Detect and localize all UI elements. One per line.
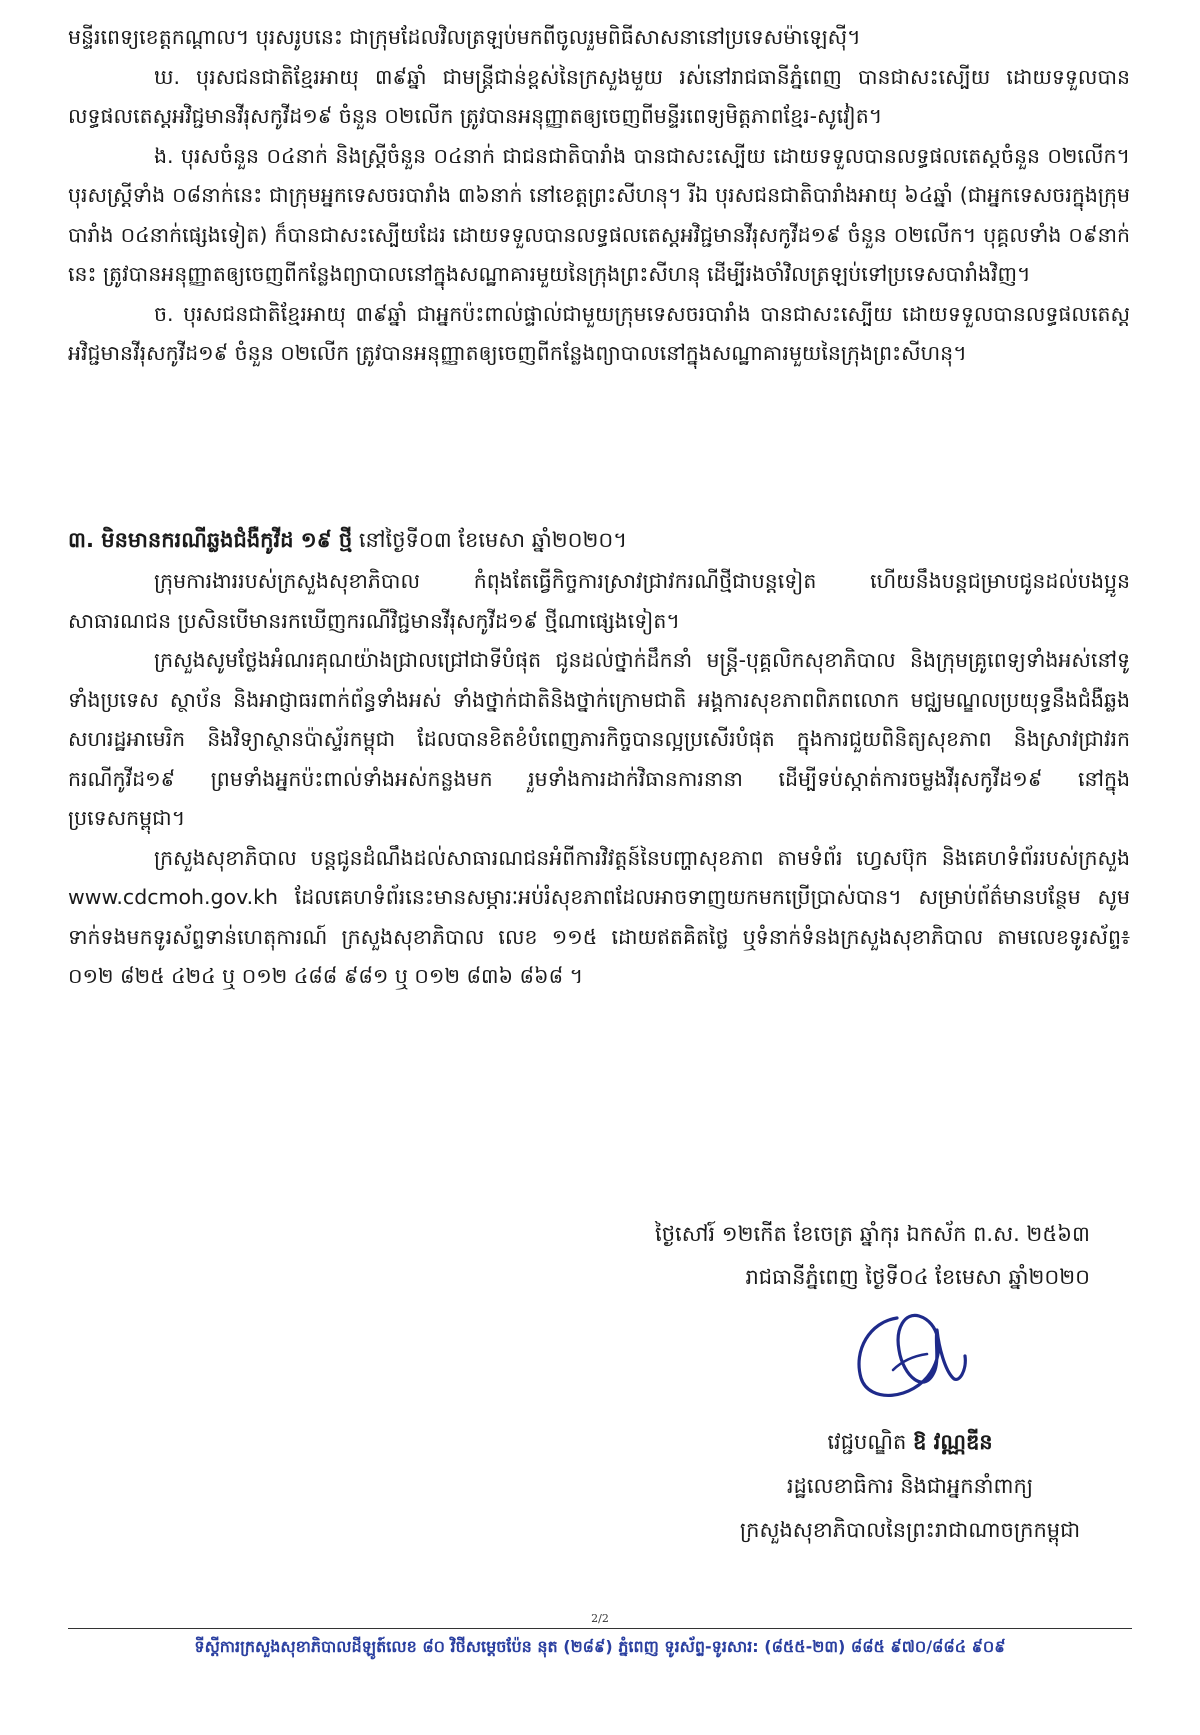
paragraph-contact: ក្រសួងសុខាភិបាល បន្តជូនដំណឹងដល់សាធារណជនអំពីការវិវត្តន៍នៃបញ្ហាសុខភាព តាមទំព័រ ហ្វេសប៊ុក និងគេហទំព័ររបស់ក្រសួង www.cdcmoh.gov.kh ដែលគេហទំព័រនេះមានសម្ភារៈអប់រំសុខភាពដែលអាចទាញយកមកប្រើប្រាស់បាន។ សម្រាប់ព័ត៌មានបន្ថែម សូមទាក់ទងមកទូរស័ព្ទទាន់ហេតុការណ៍ ក្រសួងសុខាភិបាល លេខ ១១៥ ដោយឥតគិតថ្លៃ ឬទំនាក់ទំនងក្រសួងសុខាភិបាល តាមលេខទូរស័ព្ទ៖ ០១២ ៨២៥ ៤២៤ ឬ ០១២ ៤៨៨ ៩៨១ ឬ ០១២ ៨៣៦ ៨៦៨ ។	[68, 845, 1130, 988]
section-heading-3	[68, 520, 1130, 560]
signer-name-line	[700, 1420, 1120, 1464]
handwritten-signature	[835, 1300, 995, 1410]
signer-title-prefix: វេជ្ជបណ្ឌិត	[827, 1430, 907, 1454]
footer-divider	[68, 1628, 1132, 1629]
section-heading-bold: ៣. មិនមានករណីឆ្លងជំងឺកូវីដ ១៩ ថ្មី	[68, 528, 353, 552]
date-lunar: ថ្ងៃសៅរ៍ ១២កើត ខែចេត្រ ឆ្នាំកុរ ឯកស័ក ព.ស. ២៥៦៣	[655, 1222, 1090, 1246]
footer-address: ទីស្តីការក្រសួងសុខាភិបាលដីឡូត៍លេខ ៨០ វិថីសម្តេចប៉ែន នុត (២៨៩) ភ្នំពេញ ទូរស័ព្ទ-ទូរសារ: (៨៥៥-២៣) ៨៨៥ ៩៧០/៨៨៤ ៩០៩	[194, 1637, 1006, 1656]
paragraph-item-cha: ច. បុរសជនជាតិខ្មែរអាយុ ៣៩ឆ្នាំ ជាអ្នកប៉ះពាល់ផ្ទាល់ជាមួយក្រុមទេសចរបារាំង បានជាសះស្បើយ ដោយទទួលបានលទ្ធផលតេស្តអវិជ្ជមានវីរុសកូវីដ១៩ ចំនួន ០២លើក ត្រូវបានអនុញ្ញាតឲ្យចេញពីកន្លែងព្យាបាលនៅក្នុងសណ្ឋាគារមួយនៃក្រុងព្រះសីហនុ។	[68, 301, 1130, 365]
body-top	[68, 18, 1130, 374]
paragraph-investigation: ក្រុមការងាររបស់ក្រសួងសុខាភិបាល កំពុងតែធ្វើកិច្ចការស្រាវជ្រាវករណីថ្មីជាបន្តទៀត ហើយនឹងបន្តជម្រាបជូនដល់បងប្អូនសាធារណជន ប្រសិនបើមានរកឃើញករណីវិជ្ជមានវីរុសកូវីដ១៩ ថ្មីណាផ្សេងទៀត។	[68, 569, 1130, 633]
date-solar: រាជធានីភ្នំពេញ ថ្ងៃទី០៤ ខែមេសា ឆ្នាំ២០២០	[745, 1265, 1090, 1289]
signer-role: រដ្ឋលេខាធិការ និងជាអ្នកនាំពាក្យ	[786, 1474, 1034, 1498]
signer-ministry: ក្រសួងសុខាភិបាលនៃព្រះរាជាណាចក្រកម្ពុជា	[739, 1518, 1081, 1542]
page-number: 2/2	[0, 1612, 1200, 1625]
paragraph-item-kho: ឃ. បុរសជនជាតិខ្មែរអាយុ ៣៩ឆ្នាំ ជាមន្ត្រីជាន់ខ្ពស់នៃក្រសួងមួយ រស់នៅរាជធានីភ្នំពេញ បានជាសះស្បើយ ដោយទទួលបានលទ្ធផលតេស្តអវិជ្ជមានវីរុសកូវីដ១៩ ចំនួន ០២លើក ត្រូវបានអនុញ្ញាតឲ្យចេញពីមន្ទីរពេទ្យមិត្តភាពខ្មែរ-សូវៀត។	[68, 64, 1130, 128]
signatory-block	[700, 1420, 1120, 1552]
paragraph-continuation: មន្ទីរពេទ្យខេត្តកណ្តាល។ បុរសរូបនេះ ជាក្រុមដែលវិលត្រឡប់មកពីចូលរួមពិធីសាសនានៅប្រទេសម៉ាឡេស៊ី។	[68, 25, 861, 49]
section-heading-date: នៅថ្ងៃទី០៣ ខែមេសា ឆ្នាំ២០២០។	[352, 528, 628, 552]
date-block	[655, 1213, 1090, 1299]
body-bottom	[68, 562, 1130, 997]
paragraph-thanks: ក្រសួងសូមថ្លែងអំណរគុណយ៉ាងជ្រាលជ្រៅជាទីបំផុត ជូនដល់ថ្នាក់ដឹកនាំ មន្ត្រី-បុគ្គលិកសុខាភិបាល និងក្រុមគ្រូពេទ្យទាំងអស់នៅទូទាំងប្រទេស ស្ថាប័ន និងអាជ្ញាធរពាក់ព័ន្ធទាំងអស់ ទាំងថ្នាក់ជាតិនិងថ្នាក់ក្រោមជាតិ អង្គការសុខភាពពិភពលោក មជ្ឈមណ្ឌលប្រយុទ្ធនឹងជំងឺឆ្លងសហរដ្ឋអាមេរិក និងវិទ្យាស្ថានប៉ាស្ទ័រកម្ពុជា ដែលបានខិតខំបំពេញភារកិច្ចបានល្អប្រសើរបំផុត ក្នុងការជួយពិនិត្យសុខភាព និងស្រាវជ្រាវរកករណីកូវីដ១៩ ព្រមទាំងអ្នកប៉ះពាល់ទាំងអស់កន្លងមក រួមទាំងការដាក់វិធានការនានា ដើម្បីទប់ស្កាត់ការចម្លងវីរុសកូវីដ១៩ នៅក្នុងប្រទេសកម្ពុជា។	[68, 648, 1130, 830]
paragraph-item-ngo: ង. បុរសចំនួន ០៤នាក់ និងស្ត្រីចំនួន ០៤នាក់ ជាជនជាតិបារាំង បានជាសះស្បើយ ដោយទទួលបានលទ្ធផលតេស្តចំនួន ០២លើក។ បុរសស្ត្រីទាំង ០៨នាក់នេះ ជាក្រុមអ្នកទេសចរបារាំង ៣៦នាក់ នៅខេត្តព្រះសីហនុ។ រីឯ បុរសជនជាតិបារាំងអាយុ ៦៤ឆ្នាំ (ជាអ្នកទេសចរក្នុងក្រុមបារាំង ០៤នាក់ផ្សេងទៀត) ក៏បានជាសះស្បើយដែរ ដោយទទួលបានលទ្ធផលតេស្តអវិជ្ជមានវីរុសកូវីដ១៩ ចំនួន ០២លើក។ បុគ្គលទាំង ០៩នាក់នេះ ត្រូវបានអនុញ្ញាតឲ្យចេញពីកន្លែងព្យាបាលនៅក្នុងសណ្ឋាគារមួយនៃក្រុងព្រះសីហនុ ដើម្បីរងចាំវិលត្រឡប់ទៅប្រទេសបារាំងវិញ។	[68, 143, 1130, 286]
signer-name: ឱ វណ្ណឌីន	[913, 1430, 993, 1454]
